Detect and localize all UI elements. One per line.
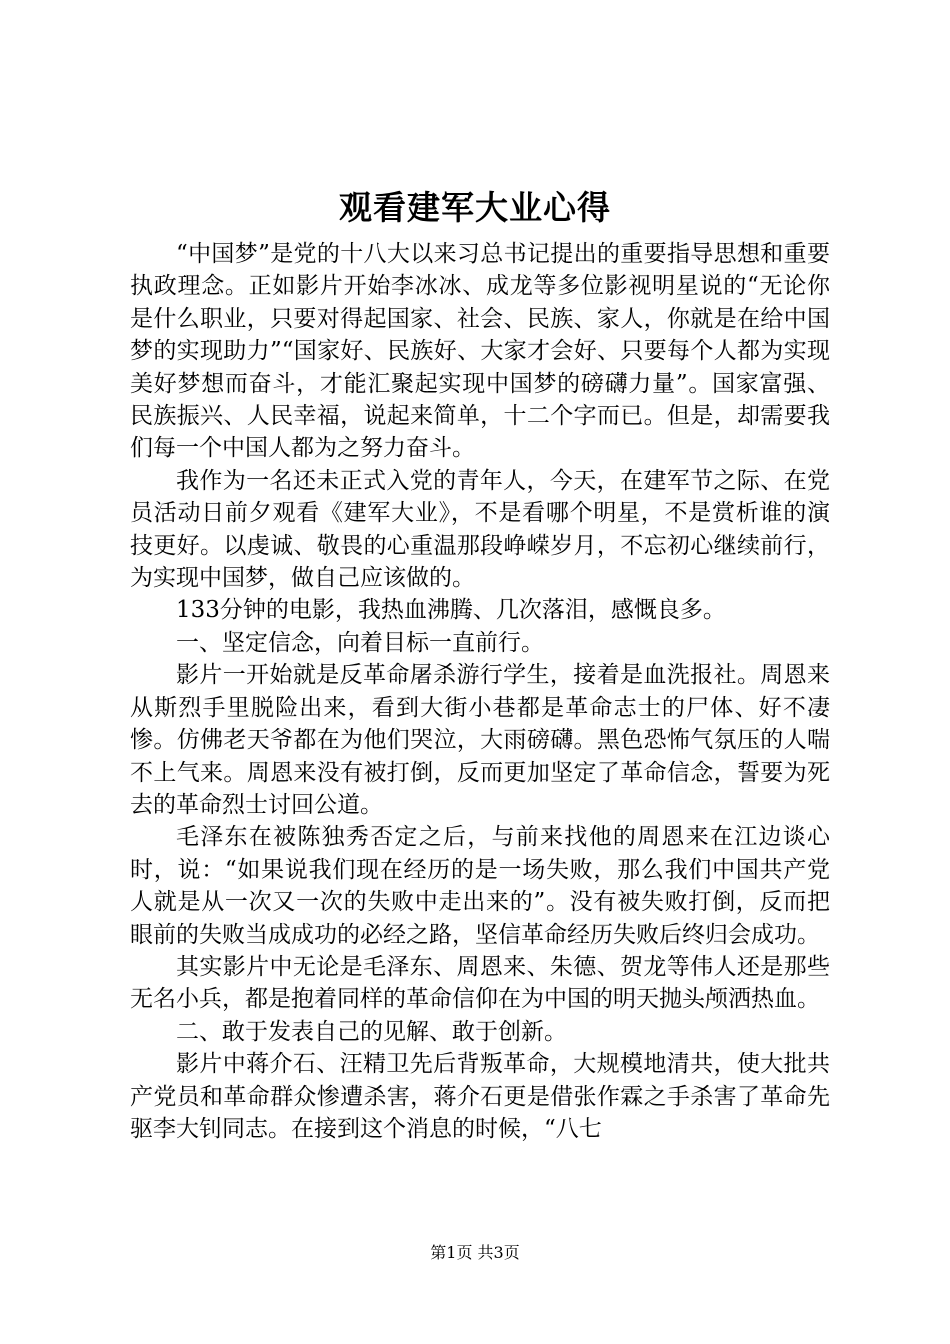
- page-title: 观看建军大业心得: [339, 188, 611, 227]
- paragraph-4: 影片一开始就是反革命屠杀游行学生，接着是血洗报社。周恩来从斯烈手里脱险出来，看到大街小巷都是革命志士的尸体、好不凄惨。仿佛老天爷都在为他们哭泣，大雨磅礴。黑色恐怖气氛压的人喘不上气来。周恩来没有被打倒，反而更加坚定了革命信念，誓要为死去的革命烈士讨回公道。: [130, 662, 830, 818]
- document-body: [130, 238, 830, 1145]
- page-footer: 第1页 共3页: [430, 1243, 520, 1262]
- paragraph-5: 毛泽东在被陈独秀否定之后，与前来找他的周恩来在江边谈心时，说：“如果说我们现在经历的是一场失败，那么我们中国共产党人就是从一次又一次的失败中走出来的”。没有被失败打倒，反而把眼前的失败当成成功的必经之路，坚信革命经历失败后终归会成功。: [130, 824, 830, 948]
- paragraph-2: 我作为一名还未正式入党的青年人，今天，在建军节之际、在党员活动日前夕观看《建军大业》，不是看哪个明星，不是赏析谁的演技更好。以虔诚、敬畏的心重温那段峥嵘岁月，不忘初心继续前行，为实现中国梦，做自己应该做的。: [130, 467, 830, 592]
- paragraph-1: “中国梦”是党的十八大以来习总书记提出的重要指导思想和重要执政理念。正如影片开始李冰冰、成龙等多位影视明星说的“无论你是什么职业，只要对得起国家、社会、民族、家人，你就是在给中国梦的实现助力”“国家好、民族好、大家才会好、只要每个人都为实现美好梦想而奋斗，才能汇聚起实现中国梦的磅礴力量”。国家富强、民族振兴、人民幸福，说起来简单，十二个字而已。但是，却需要我们每一个中国人都为之努力奋斗。: [130, 241, 830, 462]
- section-heading-1: 一、坚定信念，向着目标一直前行。: [176, 629, 544, 656]
- section-heading-2: 二、敢于发表自己的见解、敢于创新。: [176, 1018, 567, 1045]
- paragraph-6: 其实影片中无论是毛泽东、周恩来、朱德、贺龙等伟人还是那些无名小兵，都是抱着同样的革命信仰在为中国的明天抛头颅洒热血。: [130, 953, 830, 1013]
- paragraph-7: 影片中蒋介石、汪精卫先后背叛革命，大规模地清共，使大批共产党员和革命群众惨遭杀害，蒋介石更是借张作霖之手杀害了革命先驱李大钊同志。在接到这个消息的时候，“八七: [130, 1051, 830, 1142]
- paragraph-3: 133分钟的电影，我热血沸腾、几次落泪，感慨良多。: [176, 597, 726, 624]
